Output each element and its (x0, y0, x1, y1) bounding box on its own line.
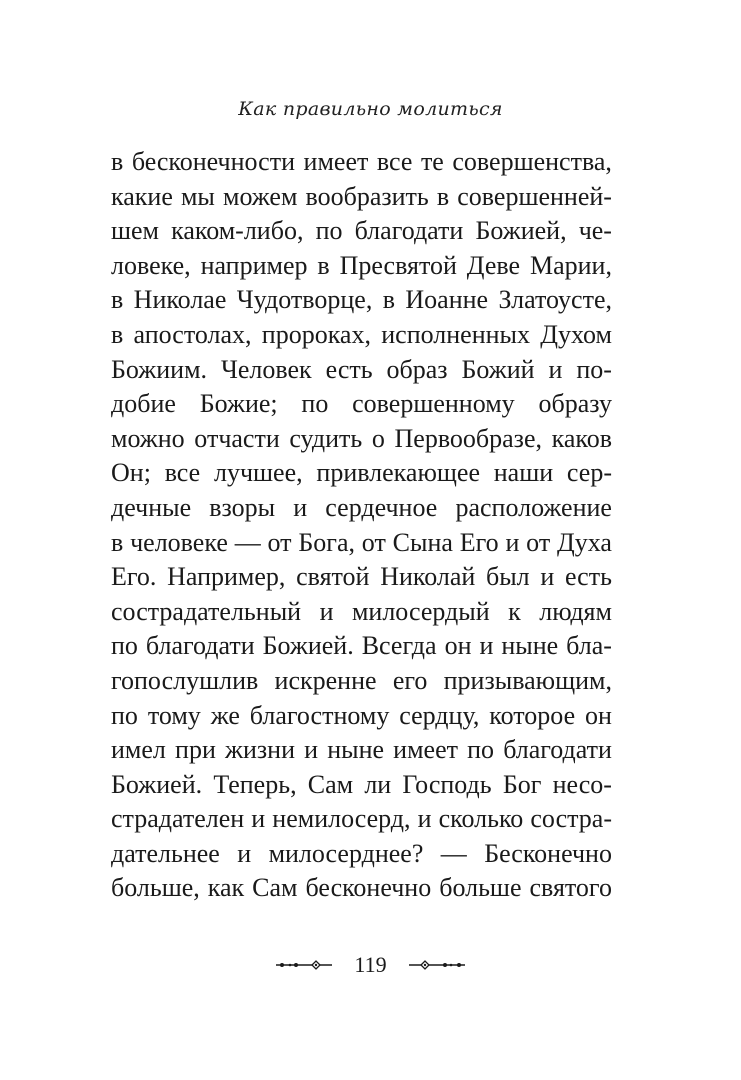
text-line: по тому же благостному сердцу, которое он (111, 700, 612, 730)
body-text (111, 145, 612, 906)
text-line: шем каком-либо, по благодати Божией, че- (111, 216, 612, 246)
text-line: в Николае Чудотворце, в Иоанне Златоусте, (111, 285, 612, 315)
page-number: 119 (354, 952, 387, 977)
text-line: дечные взоры и сердечное расположение (111, 492, 612, 522)
text-line: имел при жизни и ныне имеет по благодати (111, 735, 612, 765)
page-footer (0, 952, 741, 978)
left-flourish-icon (274, 958, 334, 972)
right-flourish-icon (407, 958, 467, 972)
text-line: дательнее и милосерднее? — Бесконечно (111, 838, 612, 868)
text-line: Он; все лучшее, привлекающее наши сер- (111, 458, 612, 488)
text-line: Божиим. Человек есть образ Божий и по- (111, 354, 612, 384)
text-line: в апостолах, пророках, исполненных Духом (111, 319, 612, 349)
text-line: Его. Например, святой Николай был и есть (111, 562, 612, 592)
text-line: в человеке — от Бога, от Сына Его и от Духа (111, 527, 612, 557)
text-line: ловеке, например в Пресвятой Деве Марии, (111, 250, 612, 280)
text-line: можно отчасти судить о Первообразе, каков (111, 423, 612, 453)
running-header: Как правильно молиться (238, 98, 503, 120)
text-line: больше, как Сам бесконечно больше святого (111, 873, 612, 903)
text-line: страдателен и немилосерд, и сколько состра- (111, 804, 612, 834)
text-line: гопослушлив искренне его призывающим, (111, 665, 612, 695)
text-line: в бесконечности имеет все те совершенства, (111, 147, 612, 176)
text-line: Божией. Теперь, Сам ли Господь Бог несо- (111, 769, 612, 799)
text-line: какие мы можем вообразить в совершенней- (111, 181, 612, 211)
text-line: сострадательный и милосердый к людям (111, 596, 612, 626)
text-line: по благодати Божией. Всегда он и ныне бла- (111, 631, 612, 661)
text-line: добие Божие; по совершенному образу (111, 389, 612, 419)
